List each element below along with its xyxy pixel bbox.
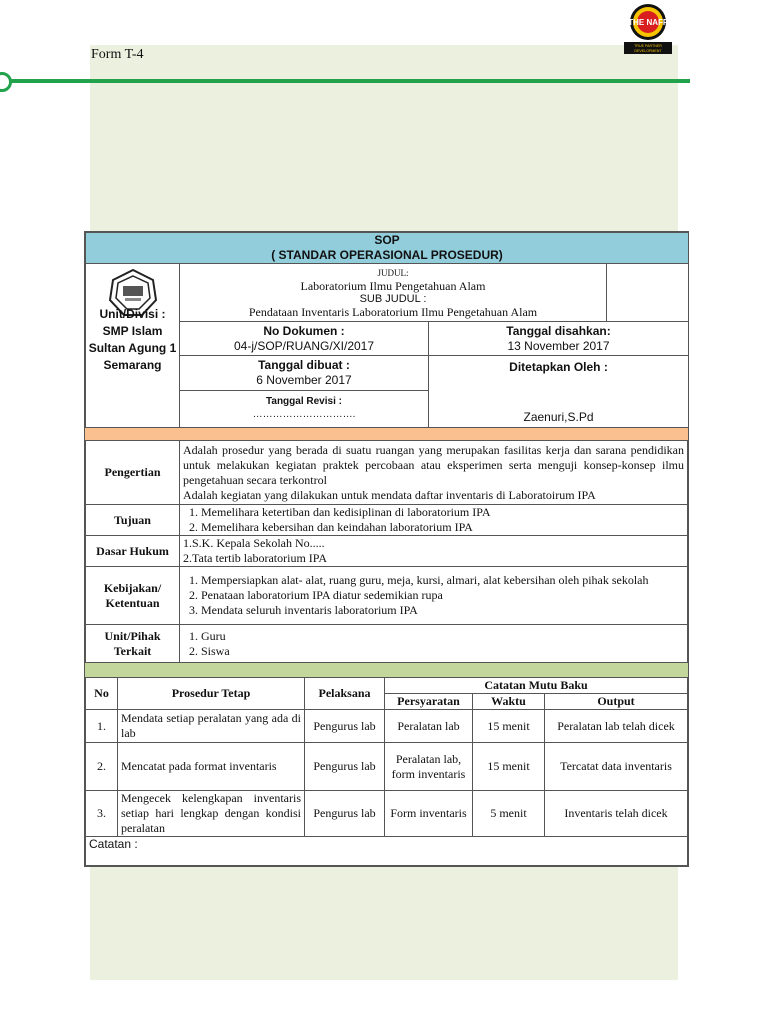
procedure-table [85,677,688,866]
table-row: 2. Mencatat pada format inventaris Pengurus lab Peralatan lab, form inventaris 15 menit Tercatat data inventaris [86,743,688,791]
pengertian-label: Pengertian [86,441,180,505]
col-no: No [86,678,118,710]
svg-text:DEVELOPMENT: DEVELOPMENT [634,49,662,53]
col-pelaksana: Pelaksana [305,678,385,710]
table-row: 1. Mendata setiap peralatan yang ada di lab Pengurus lab Peralatan lab 15 menit Peralatan lab telah dicek [86,710,688,743]
kebijakan-label: Kebijakan/ Ketentuan [86,567,180,625]
the-naff-logo [620,2,676,56]
form-label: Form T-4 [91,47,144,62]
svg-text:TRUE PARTNER: TRUE PARTNER [634,44,662,48]
blank-cell [607,264,689,322]
col-waktu: Waktu [473,694,545,710]
col-catatan-mutu: Catatan Mutu Baku [385,678,688,694]
sop-header-table [85,232,689,428]
penetap-name: Zaenuri,S.Pd [523,410,594,424]
olive-band [85,663,688,677]
unit-pihak-label: Unit/Pihak Terkait [86,625,180,663]
col-persyaratan: Persyaratan [385,694,473,710]
catatan-cell: Catatan : [86,837,688,866]
col-prosedur: Prosedur Tetap [118,678,305,710]
unit-label: Unit/Divisi : SMP Islam Sultan Agung 1 Semarang [88,307,177,372]
tanggal-dibuat-cell: Tanggal dibuat : 6 November 2017 Tanggal Revisi : …………………………. [180,356,429,428]
judul-cell: JUDUL: Laboratorium Ilmu Pengetahuan Alam SUB JUDUL : Pendataan Inventaris Laboratorium Ilmu Pengetahuan Alam [180,264,607,322]
tanggal-disahkan-cell: Tanggal disahkan: 13 November 2017 [429,322,689,356]
tujuan-label: Tujuan [86,505,180,536]
no-dokumen-cell: No Dokumen : 04-j/SOP/RUANG/XI/2017 [180,322,429,356]
sop-document [84,231,689,867]
green-rule [0,79,690,83]
svg-text:THE NAFF: THE NAFF [628,18,668,27]
dasar-hukum-label: Dasar Hukum [86,536,180,567]
kebijakan-list: 1. Mempersiapkan alat- alat, ruang guru, meja, kursi, almari, alat kebersihan oleh pihak sekolah 2. Penataan laboratorium IPA diatur sedemikian rupa 3. Mendata seluruh inventaris laboratorium IPA [180,567,688,625]
green-rule-end [0,72,12,92]
unit-cell [86,264,180,428]
col-output: Output [545,694,688,710]
dasar-hukum-list: 1.S.K. Kepala Sekolah No..... 2.Tata tertib laboratorium IPA [180,536,688,567]
pengertian-text: Adalah prosedur yang berada di suatu ruangan yang merupakan fasilitas kerja dan sarana pendidikan untuk melakukan kegiatan praktek percobaan atau eksperimen serta menguji konsep-konsep ilmu pengetahuan secara terkontrol Adalah kegiatan yang dilakukan untuk mendata daftar inventaris di Laboratoirum IPA [180,441,688,505]
ditetapkan-cell: Ditetapkan Oleh : Zaenuri,S.Pd [429,356,689,428]
unit-pihak-list: 1. Guru 2. Siswa [180,625,688,663]
tujuan-list: 1. Memelihara ketertiban dan kedisiplinan di laboratorium IPA 2. Memelihara kebersihan dan keindahan laboratorium IPA [180,505,688,536]
orange-band [85,428,688,440]
table-row: 3. Mengecek kelengkapan inventaris setiap hari lengkap dengan kondisi peralatan Pengurus lab Form inventaris 5 menit Inventaris telah dicek [86,791,688,837]
definition-table [85,440,688,663]
sop-title: SOP ( STANDAR OPERASIONAL PROSEDUR) [86,233,689,264]
